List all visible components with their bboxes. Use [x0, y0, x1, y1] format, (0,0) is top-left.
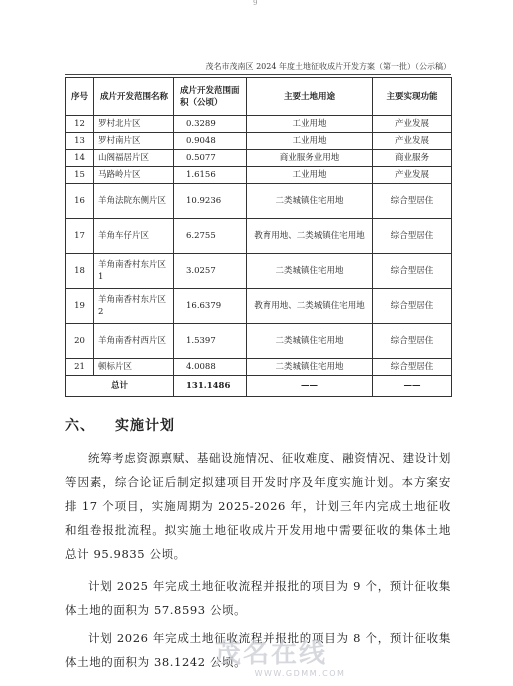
section-title: 实施计划 — [115, 418, 175, 434]
row-function: 综合型居住 — [373, 254, 452, 289]
row-area: 6.2755 — [174, 219, 247, 254]
paragraph-plan-2025: 计划 2025 年完成土地征收流程并报批的项目为 9 个，预计征收集体土地的面积为 57.8593 公顷。 — [65, 579, 451, 617]
row-area: 3.0257 — [174, 254, 247, 289]
table-header-row — [66, 78, 452, 116]
row-function: 综合型居住 — [373, 324, 452, 359]
watermark-url: WWW.GDMM.COM — [254, 669, 346, 678]
header-rule — [65, 74, 451, 75]
row-land-use: 商业服务业用地 — [247, 150, 373, 167]
table-total-row — [66, 376, 452, 397]
row-no: 21 — [66, 359, 94, 376]
row-no: 19 — [66, 289, 94, 324]
table-row — [66, 219, 452, 254]
row-name: 顿标片区 — [94, 359, 174, 376]
table-row — [66, 167, 452, 184]
row-name: 羊角南香村西片区 — [94, 324, 174, 359]
column-header-name: 成片开发范围名称 — [94, 78, 174, 116]
document-header: 茂名市茂南区 2024 年度土地征收成片开发方案（第一批）（公示稿） — [205, 62, 451, 71]
row-area: 16.6379 — [174, 289, 247, 324]
row-land-use: 二类城镇住宅用地 — [247, 324, 373, 359]
row-function: 综合型居住 — [373, 289, 452, 324]
paragraph-plan-2026: 计划 2026 年完成土地征收流程并报批的项目为 8 个，预计征收集体土地的面积为 38.1242 公顷。 — [65, 631, 451, 669]
row-area: 4.0088 — [174, 359, 247, 376]
column-header-function: 主要实现功能 — [373, 78, 452, 116]
column-header-no: 序号 — [66, 78, 94, 116]
row-function: 产业发展 — [373, 116, 452, 133]
row-no: 14 — [66, 150, 94, 167]
row-land-use: 二类城镇住宅用地 — [247, 184, 373, 219]
row-name: 马路岭片区 — [94, 167, 174, 184]
watermark — [215, 640, 385, 680]
total-area: 131.1486 — [174, 376, 247, 397]
total-function: —— — [373, 376, 452, 397]
row-area: 0.5077 — [174, 150, 247, 167]
row-function: 产业发展 — [373, 167, 452, 184]
row-area: 0.9048 — [174, 133, 247, 150]
table-row — [66, 184, 452, 219]
row-function: 综合型居住 — [373, 184, 452, 219]
row-name: 羊角车仔片区 — [94, 219, 174, 254]
row-function: 商业服务 — [373, 150, 452, 167]
column-header-land-use: 主要土地用途 — [247, 78, 373, 116]
row-no: 18 — [66, 254, 94, 289]
row-no: 15 — [66, 167, 94, 184]
watermark-logo-text: 茂名在线 — [215, 639, 328, 669]
row-name: 罗村南片区 — [94, 133, 174, 150]
row-no: 13 — [66, 133, 94, 150]
table-row — [66, 254, 452, 289]
row-land-use: 工业用地 — [247, 133, 373, 150]
row-name: 罗村北片区 — [94, 116, 174, 133]
row-function: 产业发展 — [373, 133, 452, 150]
table-row — [66, 324, 452, 359]
table-row — [66, 133, 452, 150]
table-row — [66, 116, 452, 133]
row-area: 0.3289 — [174, 116, 247, 133]
row-function: 综合型居住 — [373, 219, 452, 254]
section-number: 六、 — [65, 418, 95, 434]
column-header-area: 成片开发范围面积（公顷） — [174, 78, 247, 116]
table-row — [66, 289, 452, 324]
total-land-use: —— — [247, 376, 373, 397]
row-area: 1.6156 — [174, 167, 247, 184]
section-heading — [65, 415, 175, 435]
row-area: 1.5397 — [174, 324, 247, 359]
table-row — [66, 359, 452, 376]
row-land-use: 教育用地、二类城镇住宅用地 — [247, 289, 373, 324]
total-label: 总计 — [66, 376, 174, 397]
row-name: 羊角南香村东片区 1 — [94, 254, 174, 289]
row-land-use: 二类城镇住宅用地 — [247, 254, 373, 289]
row-no: 12 — [66, 116, 94, 133]
table-row — [66, 150, 452, 167]
row-no: 17 — [66, 219, 94, 254]
row-land-use: 二类城镇住宅用地 — [247, 359, 373, 376]
row-no: 20 — [66, 324, 94, 359]
row-area: 10.9236 — [174, 184, 247, 219]
row-land-use: 教育用地、二类城镇住宅用地 — [247, 219, 373, 254]
page-number: 9 — [253, 0, 258, 7]
development-plan-table — [65, 77, 452, 397]
row-function: 综合型居住 — [373, 359, 452, 376]
row-no: 16 — [66, 184, 94, 219]
paragraph-overview: 统筹考虑资源禀赋、基础设施情况、征收难度、融资情况、建设计划等因素，综合论证后制定拟建项目开发时序及年度实施计划。本方案安排 17 个项目，实施周期为 2025-2026 年，计划三年内完成土地征收和组卷报批流程。拟实施土地征收成片开发用地中需要征收的集体土地总计 95.9835 公顷。 — [65, 451, 451, 561]
row-land-use: 工业用地 — [247, 116, 373, 133]
row-name: 羊角南香村东片区 2 — [94, 289, 174, 324]
row-name: 山阁福居片区 — [94, 150, 174, 167]
row-name: 羊角法院东侧片区 — [94, 184, 174, 219]
row-land-use: 工业用地 — [247, 167, 373, 184]
